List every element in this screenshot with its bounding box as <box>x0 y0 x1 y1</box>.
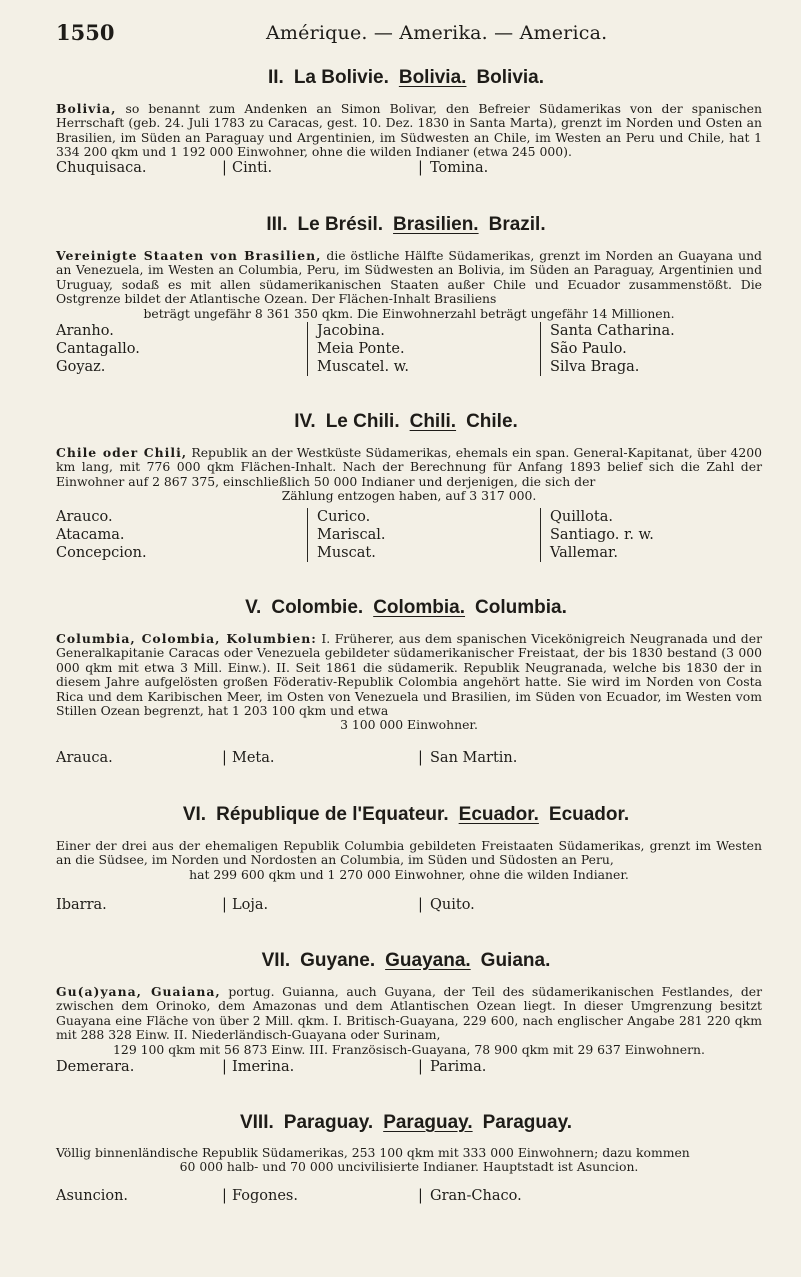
city: Fogones. <box>232 1188 298 1204</box>
page-header <box>56 20 756 50</box>
section-title-chile: IV. Le Chili. Chili. Chile. <box>294 411 518 432</box>
city: Mariscal. <box>317 527 386 543</box>
city: Silva Braga. <box>550 359 640 375</box>
city: Loja. <box>232 897 269 913</box>
city: Santa Catharina. <box>550 323 675 339</box>
city: Asuncion. <box>56 1188 129 1204</box>
city-list-bolivia: Chuquisaca. | Cinti. | Tomina. <box>56 160 489 176</box>
section-text-bolivia: Bolivia, so benannt zum Andenken an Simon Bolivar, den Befreier Südamerikas von der spanischen Herrschaft (geb. 24. Juli 1783 zu Caracas, gest. 10. Dez. 1830 in Santa Marta), grenzt im Norden und Osten an Brasilien, im Süden an Paraguay und Argentinien, im Südwesten an Chile, im Westen an Peru und Chile, hat 1 334 200 qkm und 1 192 000 Einwohner, ohne die wilden Indianer (etwa 245 000). <box>56 101 762 160</box>
city: Concepcion. <box>56 545 147 561</box>
section-text-ecuador: Einer der drei aus der ehemaligen Republik Columbia gebildeten Freistaaten Südamerikas, grenzt im Westen an die Südsee, im Norden und Nordosten an Columbia, im Süden und Südosten an Peru, hat 299 600 qkm und 1 270 000 Einwohner, ohne die wilden Indianer. <box>56 838 762 882</box>
city: Cinti. <box>232 160 273 176</box>
page-number: 1550 <box>56 20 115 45</box>
city: Imerina. <box>232 1059 295 1075</box>
city-column <box>56 508 147 562</box>
city-column <box>307 322 409 376</box>
city: Curico. <box>317 509 371 525</box>
city: Jacobina. <box>317 323 385 339</box>
city: Muscat. <box>317 545 376 561</box>
section-text-paraguay: Völlig binnenländische Republik Südamerikas, 253 100 qkm mit 333 000 Einwohnern; dazu kommen 60 000 halb- und 70 000 uncivilisierte Indianer. Hauptstadt ist Asuncion. <box>56 1145 690 1175</box>
city: Gran-Chaco. <box>430 1188 522 1204</box>
city: Chuquisaca. <box>56 160 147 176</box>
city: Quillota. <box>550 509 613 525</box>
section-title-ecuador: VI. République de l'Equateur. Ecuador. Ecuador. <box>182 804 630 825</box>
city: São Paulo. <box>550 341 627 357</box>
city: Aranho. <box>56 323 114 339</box>
city: Santiago. r. w. <box>550 527 654 543</box>
city: Meta. <box>232 750 275 766</box>
city: Goyaz. <box>56 359 106 375</box>
city-list-guiana: Demerara. | Imerina. | Parima. <box>56 1059 487 1075</box>
city: Parima. <box>430 1059 487 1075</box>
city: Arauco. <box>56 509 113 525</box>
section-title-bolivia: II. La Bolivie. Bolivia. Bolivia. <box>267 67 545 88</box>
city-column <box>307 508 386 562</box>
section-title-paraguay: VIII. Paraguay. Paraguay. Paraguay. <box>239 1112 573 1133</box>
city-column <box>540 508 654 562</box>
city: Demerara. <box>56 1059 135 1075</box>
city: Quito. <box>430 897 475 913</box>
city: Ibarra. <box>56 897 107 913</box>
city: Atacama. <box>56 527 125 543</box>
section-text-chile: Chile oder Chili, Republik an der Westküste Südamerikas, ehemals ein span. General-Kapitanat, über 4200 km lang, mit 776 000 qkm Flächen-Inhalt. Nach der Berechnung für Anfang 1893 belief sich die Zahl der Einwohner auf 2 867 375, einschließlich 50 000 Indianer und derjenigen, die sich der Zählung entzogen haben, auf 3 317 000. <box>56 445 762 504</box>
city-column <box>56 322 140 376</box>
city: Tomina. <box>430 160 489 176</box>
city: Muscatel. w. <box>317 359 409 375</box>
section-title-colombia: V. Colombie. Colombia. Columbia. <box>245 597 567 618</box>
section-text-brazil: Vereinigte Staaten von Brasilien, die östliche Hälfte Südamerikas, grenzt im Norden an Guayana und an Venezuela, im Westen an Columbia, Peru, im Südwesten an Bolivia, im Süden an Paraguay, Argentinien und Uruguay, sodaß es mit allen südamerikanischen Staaten außer Chile und Ecuador zusammenstößt. Die Ostgrenze bildet der Atlantische Ozean. Der Flächen-Inhalt Brasiliens beträgt ungefähr 8 361 350 qkm. Die Einwohnerzahl beträgt ungefähr 14 Millionen. <box>56 248 762 321</box>
city: Meia Ponte. <box>317 341 405 357</box>
city-column <box>540 322 675 376</box>
city-list-ecuador: Ibarra. | Loja. | Quito. <box>56 897 475 913</box>
city: Cantagallo. <box>56 341 140 357</box>
running-title: Amérique. — Amerika. — America. <box>266 22 608 44</box>
section-title-guiana: VII. Guyane. Guayana. Guiana. <box>261 950 551 971</box>
city-list-colombia: Arauca. | Meta. | San Martin. <box>56 750 518 766</box>
section-text-colombia: Columbia, Colombia, Kolumbien: I. Früherer, aus dem spanischen Vicekönigreich Neugranada und der Generalkapitanie Caracas oder Venezuela gebildeter südamerikanischer Freistaat, der bis 1830 bestand (3 000 000 qkm mit etwa 3 Mill. Einw.). II. Seit 1861 die südamerik. Republik Neugranada, welche bis 1830 der in diesem Jahre aufgelösten großen Föderativ-Republik Colombia angehört hatte. Sie wird im Norden von Costa Rica und dem Karibischen Meer, im Osten von Venezuela und Brasilien, im Süden von Ecuador, im Westen vom Stillen Ozean begrenzt, hat 1 203 100 qkm und etwa 3 100 000 Einwohner. <box>56 631 762 733</box>
section-text-guiana: Gu(a)yana, Guaiana, portug. Guianna, auch Guyana, der Teil des südamerikanischen Festlandes, der zwischen dem Orinoko, dem Amazonas und dem Atlantischen Ozean liegt. In dieser Umgrenzung besitzt Guayana eine Fläche von über 2 Mill. qkm. I. Britisch-Guayana, 229 600, nach englischer Angabe 281 220 qkm mit 288 328 Einw. II. Niederländisch-Guayana oder Surinam, 129 100 qkm mit 56 873 Einw. III. Französisch-Guayana, 78 900 qkm mit 29 637 Einwohnern. <box>56 984 763 1057</box>
city-list-paraguay: Asuncion. | Fogones. | Gran-Chaco. <box>56 1188 522 1204</box>
city: Vallemar. <box>550 545 618 561</box>
city: Arauca. <box>56 750 113 766</box>
section-title-brazil: III. Le Brésil. Brasilien. Brazil. <box>266 214 546 235</box>
city: San Martin. <box>430 750 518 766</box>
